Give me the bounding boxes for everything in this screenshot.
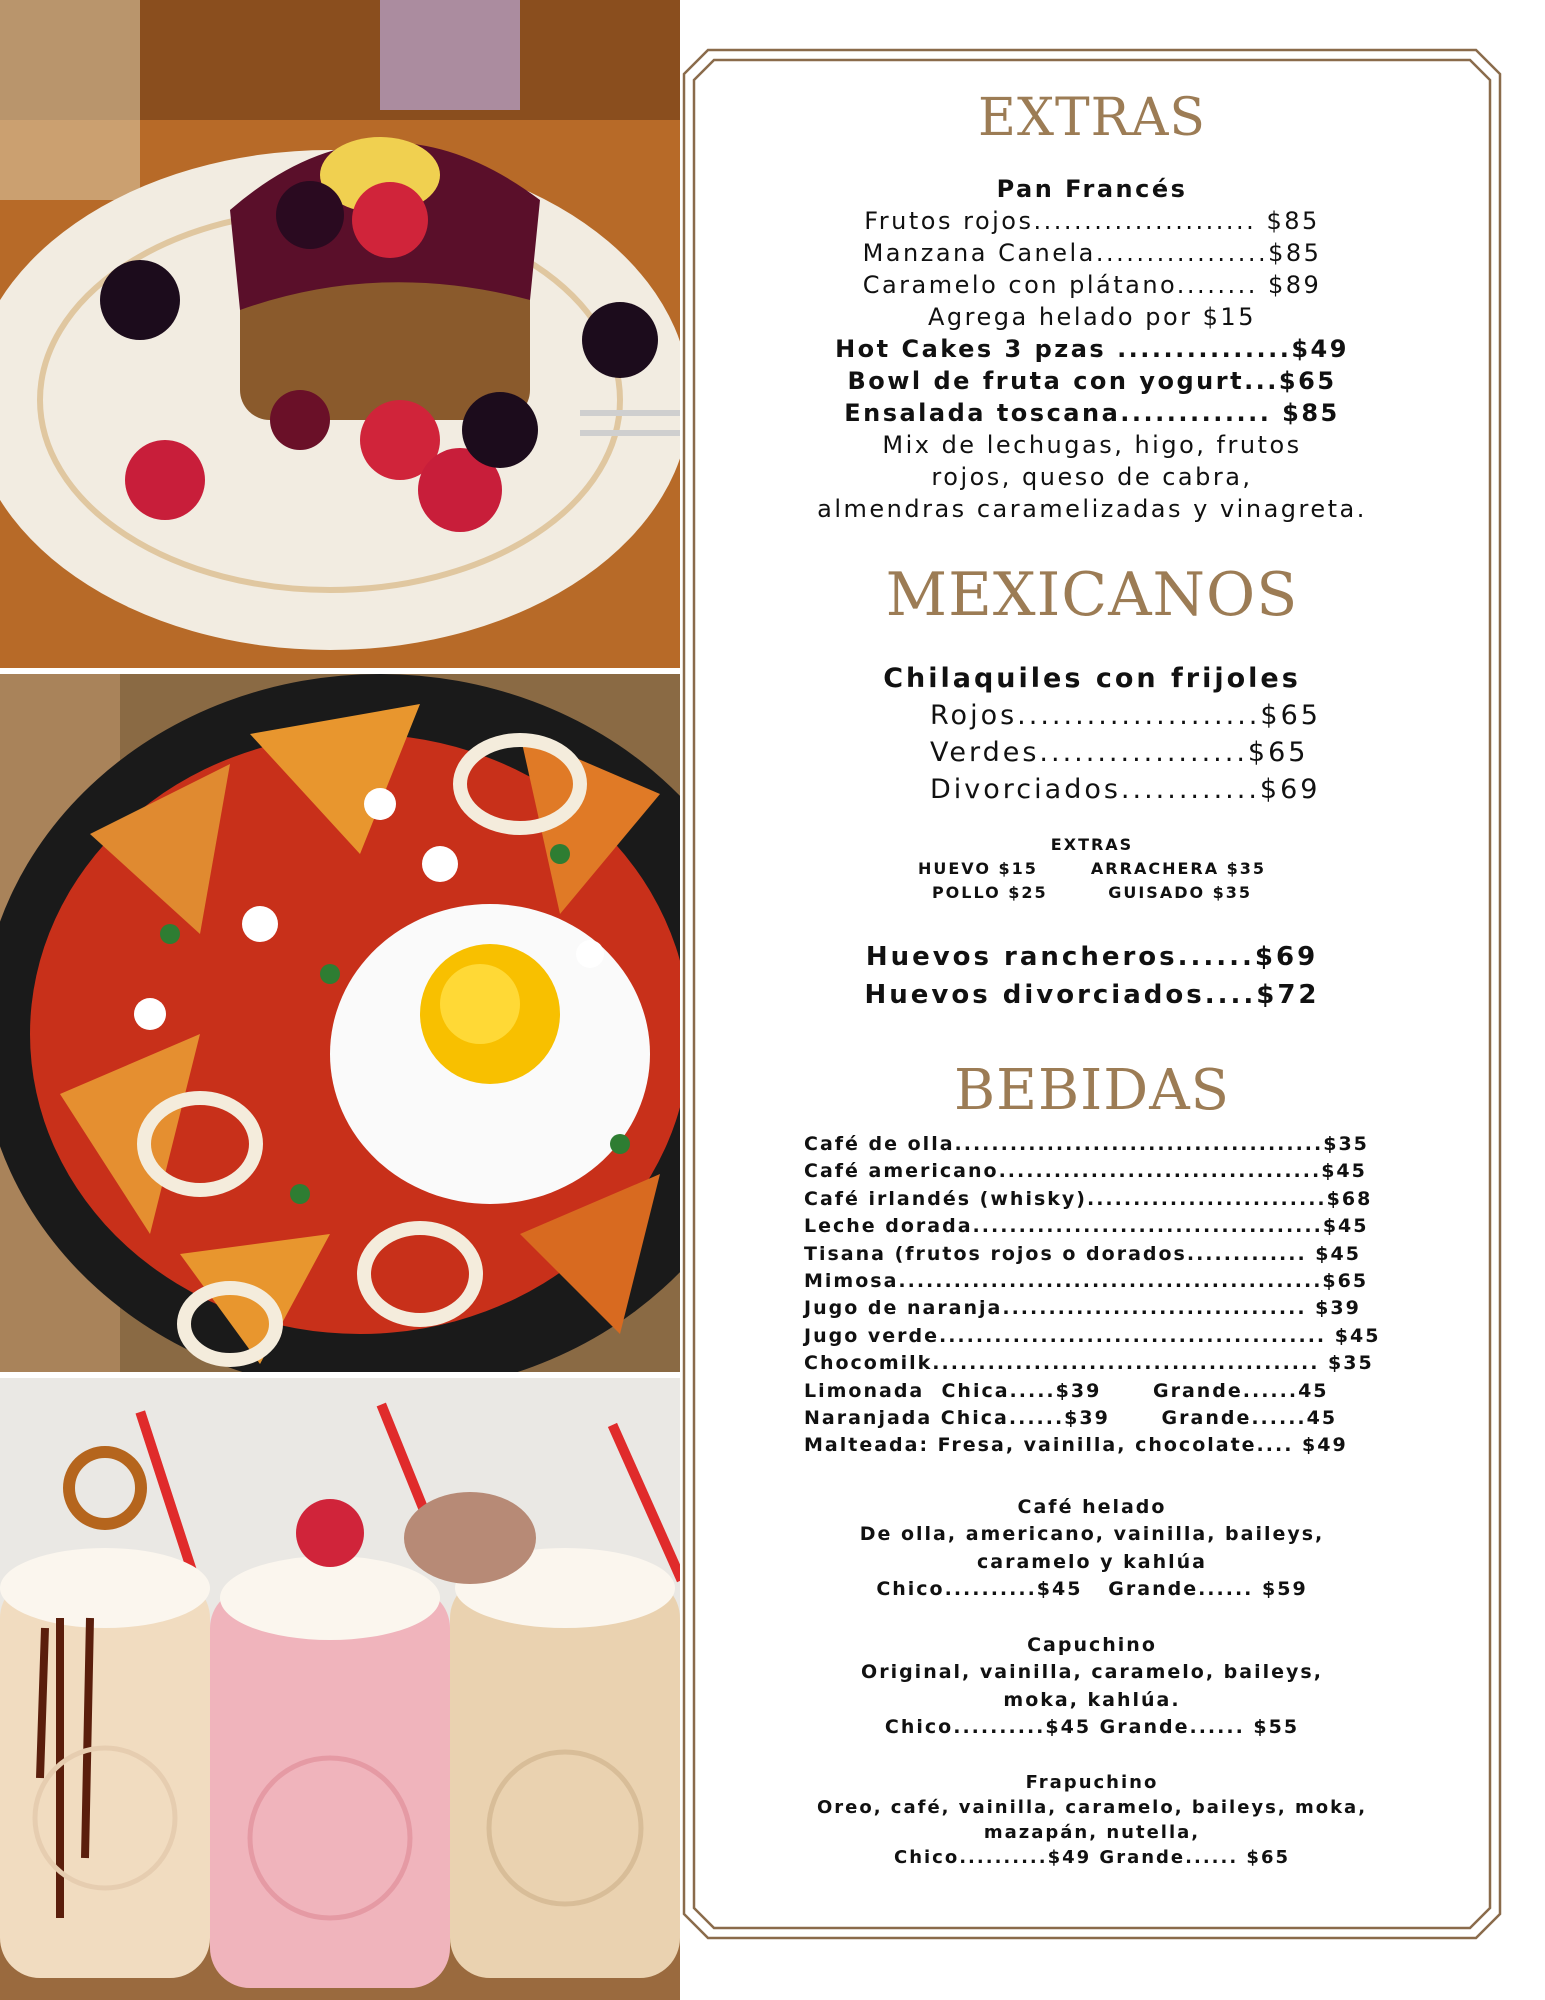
extras-line: Caramelo con plátano........ $89 — [862, 271, 1322, 299]
frapuchino-block — [682, 1770, 1502, 1870]
extras-list — [682, 173, 1502, 525]
huevos-list — [682, 938, 1502, 1014]
drink-title: Frapuchino — [1025, 1772, 1159, 1793]
extras-line: Ensalada toscana............. $85 — [844, 399, 1340, 427]
chilaquiles-photo — [0, 674, 680, 1372]
chilaquiles-item: Rojos.....................$65 — [930, 700, 1321, 731]
bebida-item: Jugo de naranja................................. $39 — [804, 1297, 1361, 1320]
section-title-extras: EXTRAS — [978, 88, 1206, 148]
drink-description: Original, vainilla, caramelo, baileys, — [861, 1661, 1323, 1684]
drink-description: mazapán, nutella, — [983, 1822, 1201, 1843]
bebida-item: Café americano...................................$45 — [804, 1160, 1367, 1183]
chilaquiles-item: Verdes..................$65 — [930, 737, 1309, 768]
extras-line: Manzana Canela.................$85 — [862, 239, 1322, 267]
capuchino-block — [682, 1632, 1502, 1742]
drink-title: Capuchino — [1027, 1634, 1157, 1656]
mexicanos-extras-row: HUEVO $15 ARRACHERA $35 — [917, 859, 1267, 878]
menu-item: Huevos divorciados....$72 — [864, 980, 1320, 1010]
bebida-item: Jugo verde.......................................... $45 — [804, 1324, 1381, 1347]
bebida-item: Limonada Chica.....$39 Grande......45 — [804, 1379, 1329, 1402]
cafe-helado-block — [682, 1494, 1502, 1604]
extras-line: Agrega helado por $15 — [928, 303, 1256, 331]
chilaquiles-heading: Chilaquiles con frijoles — [883, 663, 1301, 694]
mexicanos-extras-row: POLLO $25 GUISADO $35 — [931, 883, 1253, 902]
extras-line: Bowl de fruta con yogurt...$65 — [847, 367, 1337, 395]
french-toast-photo — [0, 0, 680, 668]
mexicanos-extras-heading: EXTRAS — [1050, 835, 1134, 854]
bebida-item: Naranjada Chica......$39 Grande......45 — [804, 1407, 1338, 1430]
extras-line: Frutos rojos...................... $85 — [864, 207, 1320, 235]
drink-description: De olla, americano, vainilla, baileys, — [859, 1523, 1325, 1546]
section-title-mexicanos: MEXICANOS — [885, 560, 1299, 630]
extras-line: rojos, queso de cabra, — [931, 463, 1253, 491]
section-title-bebidas: BEBIDAS — [953, 1058, 1230, 1123]
bebida-item: Tisana (frutos rojos o dorados............. $45 — [804, 1242, 1361, 1265]
bebida-item: Chocomilk.......................................... $35 — [804, 1352, 1374, 1375]
drink-title: Café helado — [1017, 1496, 1167, 1518]
menu-content — [682, 48, 1502, 1940]
bebida-item: Malteada: Fresa, vainilla, chocolate.... $49 — [804, 1434, 1348, 1457]
drink-description: moka, kahlúa. — [1003, 1688, 1181, 1711]
bebidas-list — [804, 1131, 1484, 1460]
drink-prices: Chico..........$45 Grande...... $55 — [884, 1716, 1300, 1739]
bebida-item: Leche dorada......................................$45 — [804, 1215, 1369, 1238]
extras-line: Mix de lechugas, higo, frutos — [882, 431, 1302, 459]
drink-description: Oreo, café, vainilla, caramelo, baileys, moka, — [816, 1797, 1368, 1818]
chilaquiles-item: Divorciados............$69 — [930, 774, 1321, 805]
chilaquiles-list — [682, 697, 1502, 808]
drink-prices: Chico..........$45 Grande...... $59 — [876, 1578, 1308, 1601]
bebida-item: Café de olla........................................$35 — [804, 1133, 1369, 1155]
bebida-item: Café irlandés (whisky)..........................$68 — [804, 1187, 1373, 1210]
drink-prices: Chico..........$49 Grande...... $65 — [893, 1847, 1291, 1868]
mexicanos-extras — [682, 833, 1502, 905]
extras-line: almendras caramelizadas y vinagreta. — [817, 495, 1367, 523]
menu-item: Huevos rancheros......$69 — [865, 942, 1319, 972]
drink-description: caramelo y kahlúa — [977, 1550, 1207, 1573]
extras-line: Hot Cakes 3 pzas ...............$49 — [835, 335, 1349, 363]
chilaquiles-block — [682, 660, 1502, 808]
bebida-item: Mimosa..............................................$65 — [804, 1270, 1369, 1293]
extras-line: Pan Francés — [996, 175, 1188, 203]
milkshakes-photo — [0, 1378, 680, 2000]
